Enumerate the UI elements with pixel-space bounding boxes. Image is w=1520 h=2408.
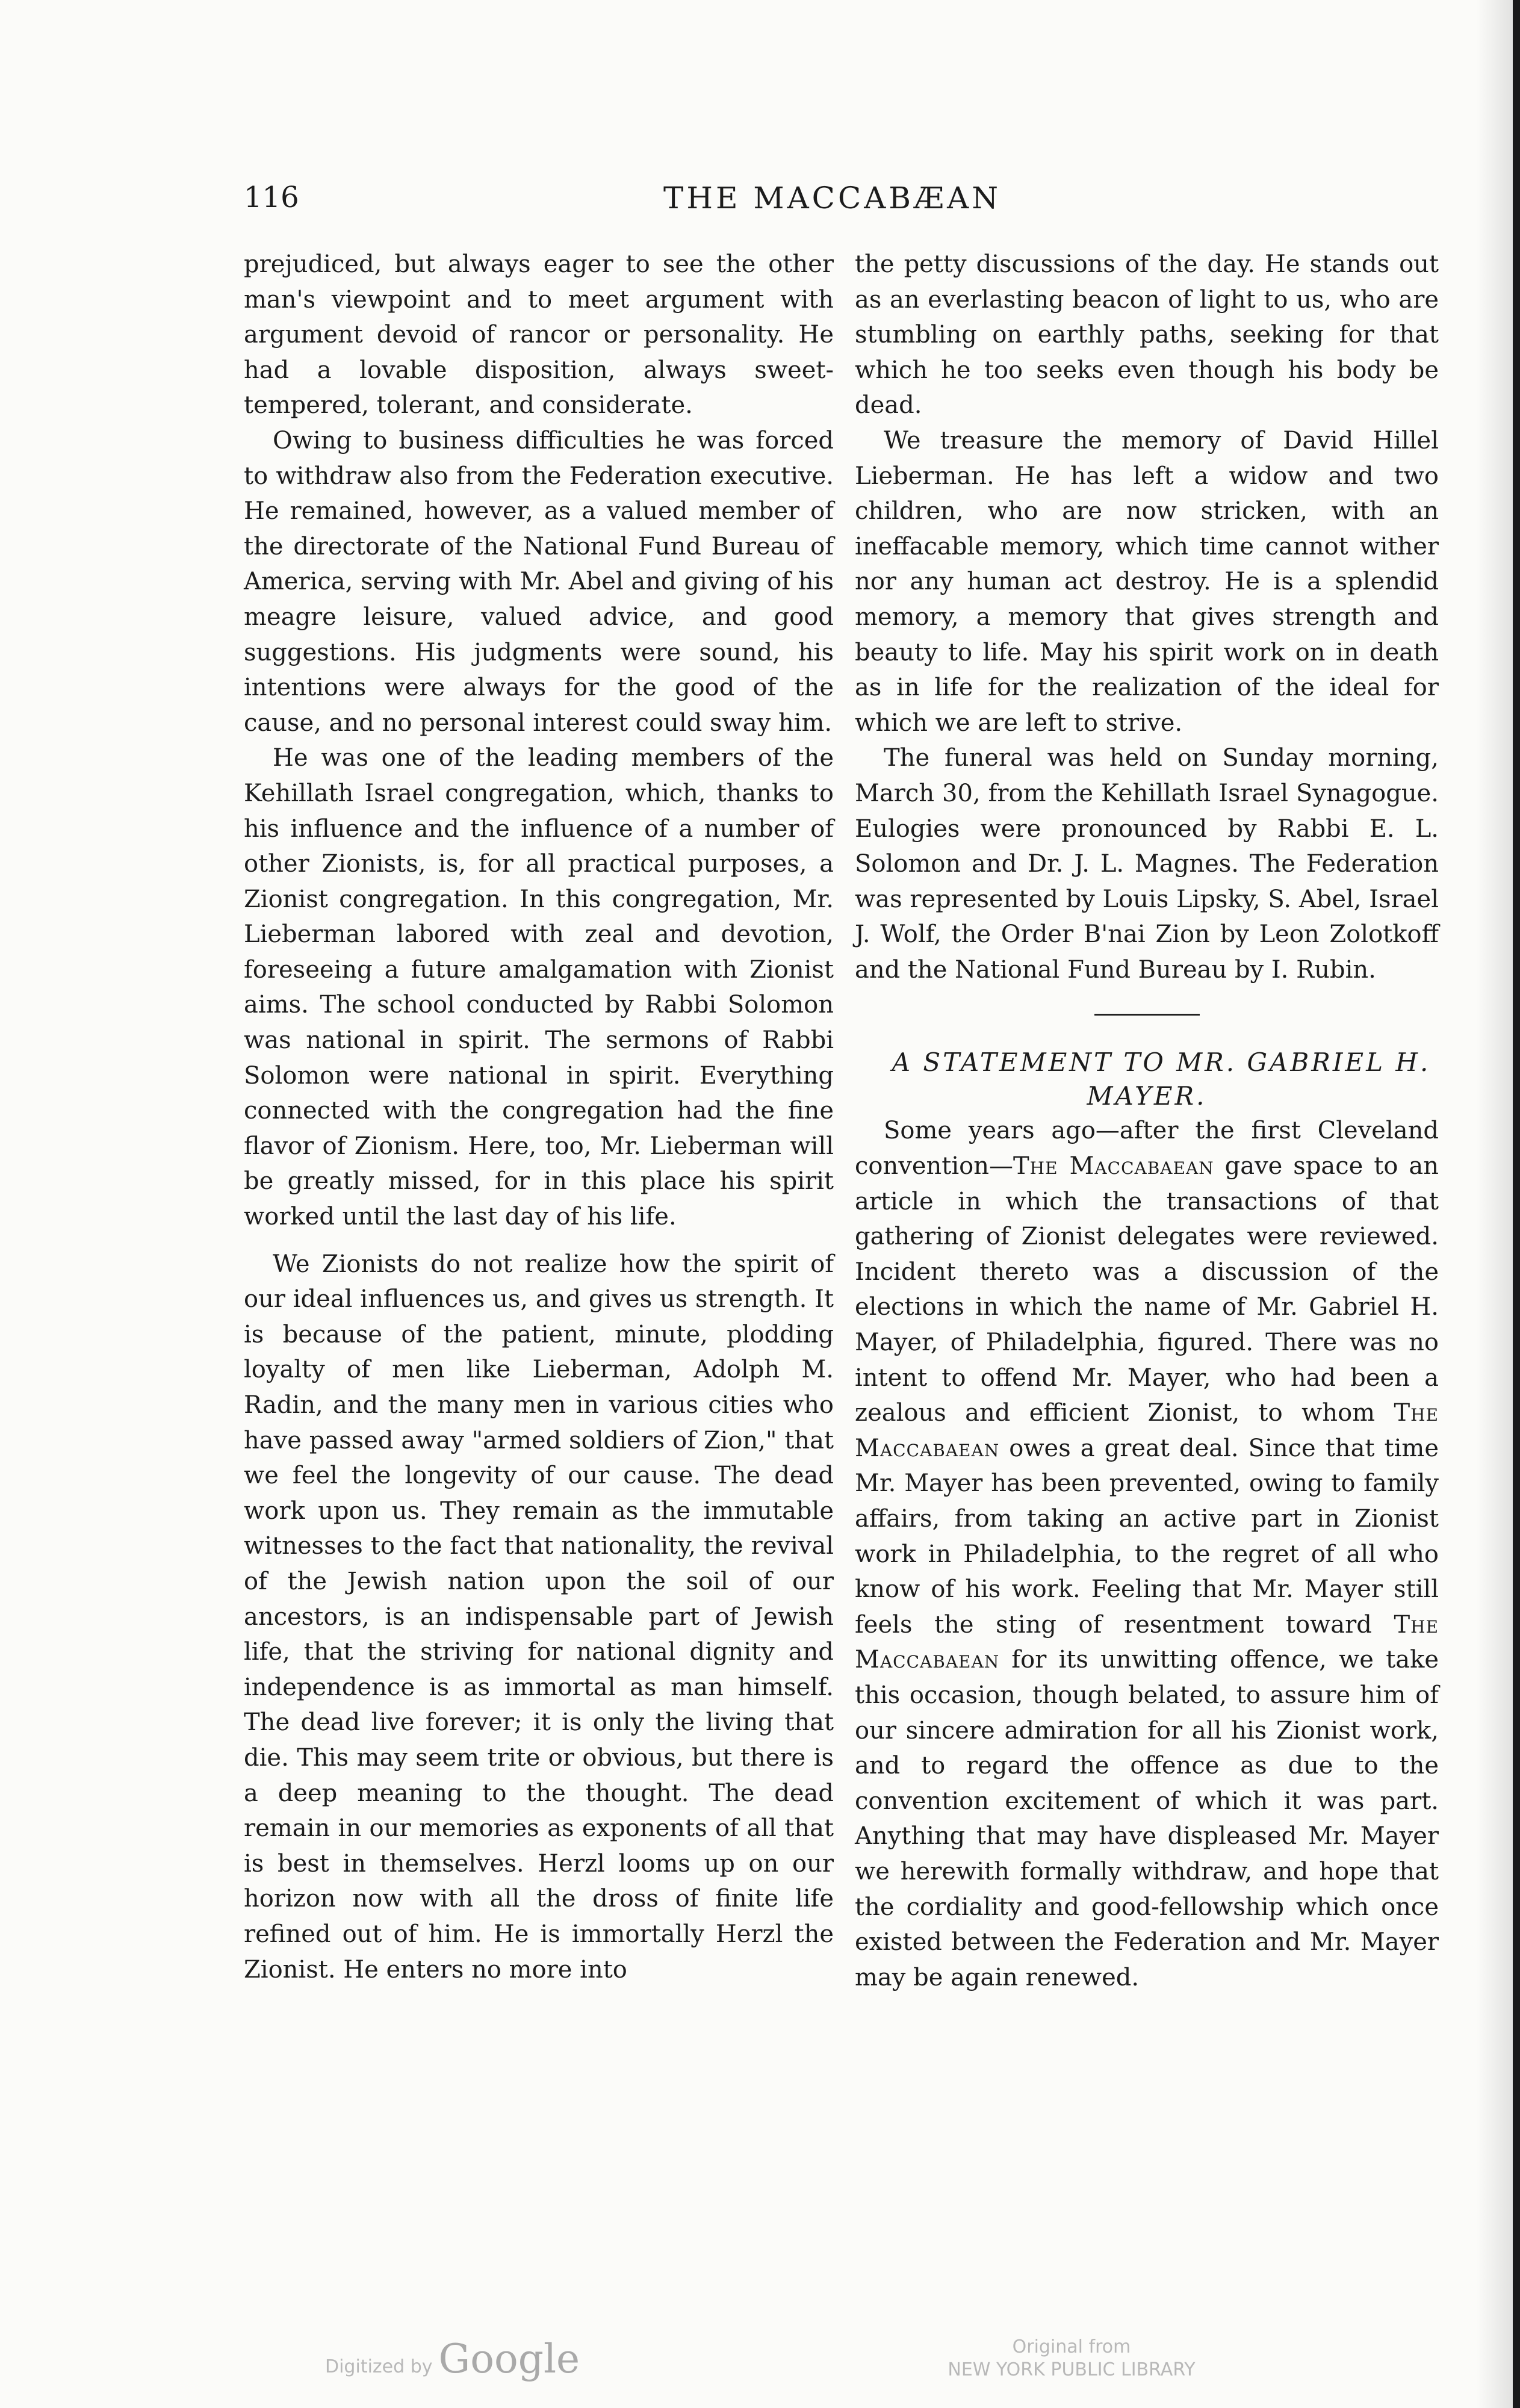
text-run: owes a great deal. Since that time Mr. Mayer has been prevented, owing to family affairs, from taking an active part in Zionist work in Philadelphia, to the regret of all who know of his work. Feeling that Mr. Mayer still feels the sting of resentment toward (855, 1434, 1439, 1639)
paragraph: the petty discussions of the day. He stands out as an everlasting beacon of light to us, who are stumbling on earthly paths, seeking for that which he too seeks even though his body be dead. (855, 250, 1439, 420)
left-column (244, 247, 834, 1987)
page-edge-shadow (1477, 0, 1513, 2408)
section-heading: A STATEMENT TO MR. GABRIEL H. MAYER. (892, 1047, 1431, 1111)
paragraph: Owing to business difficulties he was forced to withdraw also from the Federation executive. He remained, however, as a valued member of the directorate of the National Fund Bureau of America, serving with Mr. Abel and giving of his meagre leisure, valued advice, and good suggestions. His judgments were sound, his intentions were always for the good of the cause, and no personal interest could sway him. (244, 426, 834, 737)
original-from-label: Original from (1012, 2336, 1131, 2357)
right-column (855, 247, 1439, 1995)
section-divider (1094, 1014, 1200, 1016)
scan-edge (1513, 0, 1520, 2408)
magazine-name: The Maccabaean (1013, 1152, 1214, 1181)
page-header (244, 181, 1421, 229)
magazine-name: The Maccabaean (855, 1610, 1439, 1674)
digitized-by-footer (325, 2336, 580, 2382)
text-run: for its unwitting offence, we take this occasion, though belated, to assure him of our sincere admiration for all his Zionist work, and to regard the offence as due to the convention excitement of which it was part. Anything that may have displeased Mr. Mayer we herewith formally withdraw, and hope that the cordiality and good-fellowship which once existed between the Federation and Mr. Mayer may be again renewed. (855, 1646, 1439, 1991)
page-number: 116 (244, 181, 299, 214)
paragraph: prejudiced, but always eager to see the other man's viewpoint and to meet argument with argument devoid of rancor or personality. He had a lovable disposition, always sweet-tempered, tolerant, and considerate. (244, 250, 834, 420)
magazine-name: The Maccabaean (855, 1399, 1439, 1462)
running-title: THE MACCABÆAN (663, 181, 1001, 216)
text-run: gave space to an article in which the transactions of that gathering of Zionist delegates were reviewed. Incident thereto was a discussion of the elections in which the name of Mr. Gabriel H. Mayer, of Philadelphia, figured. There was no intent to offend Mr. Mayer, who had been a zealous and efficient Zionist, to whom (855, 1152, 1439, 1427)
library-name: NEW YORK PUBLIC LIBRARY (948, 2359, 1196, 2380)
digitized-by-label: Digitized by (325, 2356, 433, 2377)
text-run: Some years ago—after the first Cleveland convention— (855, 1117, 1439, 1181)
paragraph: The funeral was held on Sunday morning, March 30, from the Kehillath Israel Synagogue. Eulogies were pronounced by Rabbi E. L. Solomon and Dr. J. L. Magnes. The Federation was represented by Louis Lipsky, S. Abel, Israel J. Wolf, the Order B'nai Zion by Leon Zolotkoff and the National Fund Bureau by I. Rubin. (855, 744, 1439, 984)
paragraph: We treasure the memory of David Hillel Lieberman. He has left a widow and two children, who are now stricken, with an ineffacable memory, which time cannot wither nor any human act destroy. He is a splendid memory, a memory that gives strength and beauty to life. May his spirit work on in death as in life for the realization of the ideal for which we are left to strive. (855, 426, 1439, 737)
paragraph (855, 1113, 1439, 1995)
google-logo: Google (438, 2336, 580, 2382)
original-from-footer (903, 2336, 1240, 2382)
paragraph: He was one of the leading members of the Kehillath Israel congregation, which, thanks to his influence and the influence of a number of other Zionists, is, for all practical purposes, a Zionist congregation. In this congregation, Mr. Lieberman labored with zeal and devotion, foreseeing a future amalgamation with Zionist aims. The school conducted by Rabbi Solomon was national in spirit. The sermons of Rabbi Solomon were national in spirit. Everything connected with the congregation had the fine flavor of Zionism. Here, too, Mr. Lieberman will be greatly missed, for in this place his spirit worked until the last day of his life. (244, 744, 834, 1231)
paragraph: We Zionists do not realize how the spirit of our ideal influences us, and gives us strength. It is because of the patient, minute, plodding loyalty of men like Lieberman, Adolph M. Radin, and the many men in various cities who have passed away "armed soldiers of Zion," that we feel the longevity of our cause. The dead work upon us. They remain as the immutable witnesses to the fact that nationality, the revival of the Jewish nation upon the soil of our ancestors, is an indispensable part of Jewish life, that the striving for national dignity and independence is as immortal as man himself. The dead live forever; it is only the living that die. This may seem trite or obvious, but there is a deep meaning to the thought. The dead remain in our memories as exponents of all that is best in themselves. Herzl looms up on our horizon now with all the dross of finite life refined out of him. He is immortally Herzl the Zionist. He enters no more into (244, 1250, 834, 1984)
